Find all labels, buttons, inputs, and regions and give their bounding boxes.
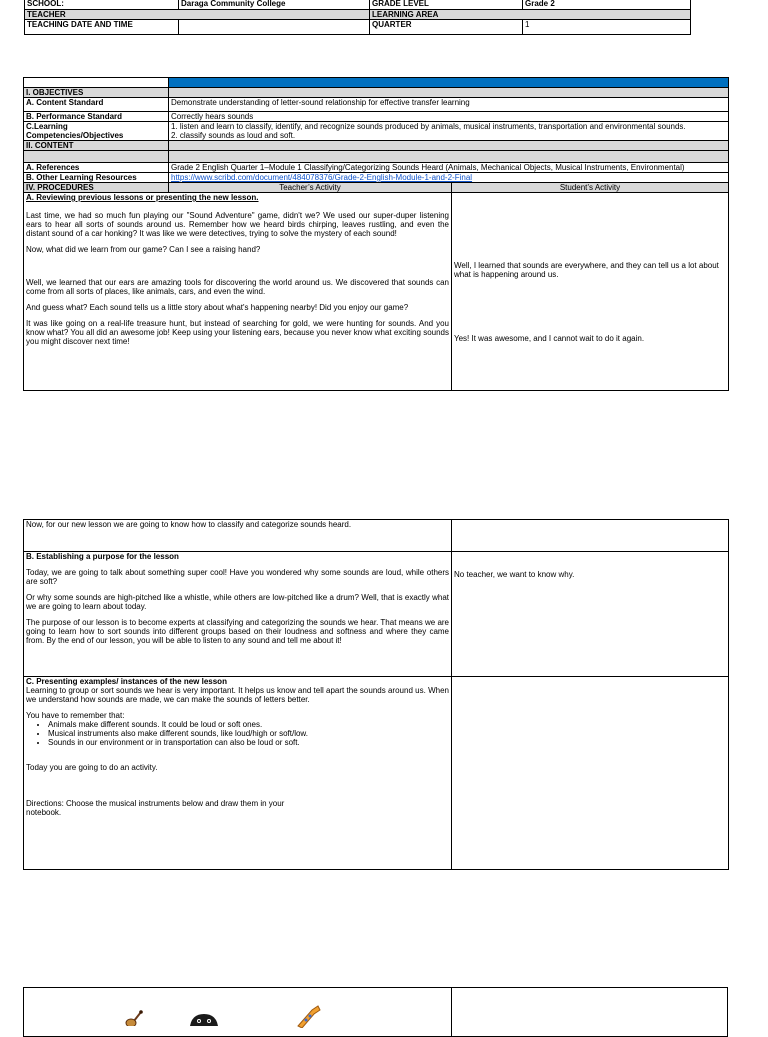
list-item: • Musical instruments also make different sounds, like loud/high or soft/low. <box>48 729 449 738</box>
date-value <box>179 20 370 35</box>
section-a-student <box>452 193 729 391</box>
section-c-list <box>26 720 449 747</box>
grade-value: Grade 2 <box>523 0 691 10</box>
header-table <box>24 0 691 35</box>
teacher-label: TEACHER <box>25 10 370 20</box>
section-a-student-1: Well, I learned that sounds are everywhere, and they can tell us a lot about what is happening around us. <box>454 261 719 279</box>
section-b-text-1: Today, we are going to talk about something super cool! Have you wondered why some sounds are loud, while others are soft? <box>26 568 449 586</box>
competency-1: 1. listen and learn to classify, identify, and recognize sounds produced by animals, musical instruments, transportation and environmental sounds. <box>171 122 686 131</box>
section-b-heading: B. Establishing a purpose for the lesson <box>26 552 179 561</box>
section-c-text-1: Learning to group or sort sounds we hear is very important. It helps us know and tell apart the sounds around us. When we understand how sounds are made, we can make the sounds of letters better. <box>26 686 449 704</box>
list-item: • Sounds in our environment or in transportation can also be loud or soft. <box>48 738 449 747</box>
performance-standard-value: Correctly hears sounds <box>169 112 729 122</box>
intro-cell <box>24 520 452 552</box>
other-resources-label: B. Other Learning Resources <box>24 173 169 183</box>
teacher-activity-header: Teacher’s Activity <box>169 183 452 193</box>
section-b-student <box>452 552 729 677</box>
content-label: II. CONTENT <box>24 141 169 151</box>
list-item: • Animals make different sounds. It could be loud or soft ones. <box>48 720 449 729</box>
section-b-teacher <box>24 552 452 677</box>
section-c-heading: C. Presenting examples/ instances of the new lesson <box>26 677 227 686</box>
section-a-heading: A. Reviewing previous lessons or presenting the new lesson. <box>26 193 259 202</box>
references-value: Grade 2 English Quarter 1–Module 1 Classifying/Categorizing Sounds Heard (Animals, Mechanical Objects, Musical Instruments, Environmental) <box>169 163 729 173</box>
school-label: SCHOOL: <box>25 0 179 10</box>
section-a-text-1: Last time, we had so much fun playing our "Sound Adventure" game, didn't we? We used our super-duper listening ears to hear all sorts of sounds around us. Remember how we heard birds chirping, leaves rustling, and even the distant sound of a car honking? It was like we were detectives, trying to solve the mystery of each sound! <box>26 211 449 238</box>
references-label: A. References <box>24 163 169 173</box>
competencies-label: C.Learning Competencies/Objectives <box>24 122 169 141</box>
student-activity-header: Student’s Activity <box>452 183 729 193</box>
school-value: Daraga Community College <box>179 0 370 10</box>
performance-standard-label: B. Performance Standard <box>24 112 169 122</box>
section-a-teacher <box>24 193 452 391</box>
section-b-student-text: No teacher, we want to know why. <box>454 570 575 579</box>
quarter-label: QUARTER <box>370 20 523 35</box>
blue-bar <box>169 78 729 88</box>
section-a-text-3: Well, we learned that our ears are amazing tools for discovering the world around us. We discovered that sounds can come from all sorts of places, like animals, cars, and even the wind. <box>26 278 449 296</box>
intro-text: Now, for our new lesson we are going to know how to classify and categorize sounds heard. <box>26 520 352 529</box>
section-c-directions-2: notebook. <box>26 808 62 817</box>
section-a-text-4: And guess what? Each sound tells us a little story about what's happening nearby! Did you enjoy our game? <box>26 303 409 312</box>
area-label: LEARNING AREA <box>370 10 691 20</box>
blank-cell <box>24 78 169 88</box>
content-standard-value: Demonstrate understanding of letter-sound relationship for effective transfer learning <box>169 98 729 112</box>
page3-table <box>23 987 728 1037</box>
objectives-label: I. OBJECTIVES <box>24 88 169 98</box>
competencies-value <box>169 122 729 141</box>
section-c-directions: Directions: Choose the musical instruments below and draw them in your <box>26 799 285 808</box>
trumpet-icon <box>294 1004 322 1028</box>
section-c-remember: You have to remember that: <box>26 711 125 720</box>
section-a-text-5: It was like going on a real-life treasure hunt, but instead of searching for gold, we were hunting for sounds. And you know what? You all did an awesome job! Keep using your listening ears, because you never know what exciting sounds you might discover next time! <box>26 319 449 346</box>
content-standard-label: A. Content Standard <box>24 98 169 112</box>
section-c-teacher <box>24 677 452 870</box>
quarter-value: 1 <box>523 20 691 35</box>
resource-link[interactable]: https://www.scribd.com/document/484078376/Grade-2-English-Module-1-and-2-Final <box>171 173 473 182</box>
section-a-text-2: Now, what did we learn from our game? Can I see a raising hand? <box>26 245 261 254</box>
grade-label: GRADE LEVEL <box>370 0 523 10</box>
section-b-text-3: The purpose of our lesson is to become experts at classifying and categorizing the sounds we hear. That means we are going to learn how to sort sounds into different groups based on their loudness and softness and where they came from. By the end of our lesson, you will be able to listen to any sound and tell me about it! <box>26 618 449 645</box>
section-c-activity: Today you are going to do an activity. <box>26 763 158 772</box>
section-a-student-2: Yes! It was awesome, and I cannot wait to do it again. <box>454 334 645 343</box>
section-b-text-2: Or why some sounds are high-pitched like a whistle, while others are low-pitched like a drum? Well, that is exactly what we are going to learn about today. <box>26 593 449 611</box>
lesson-plan-table <box>23 77 729 391</box>
procedures-label: IV. PROCEDURES <box>24 183 169 193</box>
page2-table <box>23 519 729 870</box>
section-c-student <box>452 677 729 870</box>
date-label: TEACHING DATE AND TIME <box>25 20 179 35</box>
competency-2: 2. classify sounds as loud and soft. <box>171 131 296 140</box>
